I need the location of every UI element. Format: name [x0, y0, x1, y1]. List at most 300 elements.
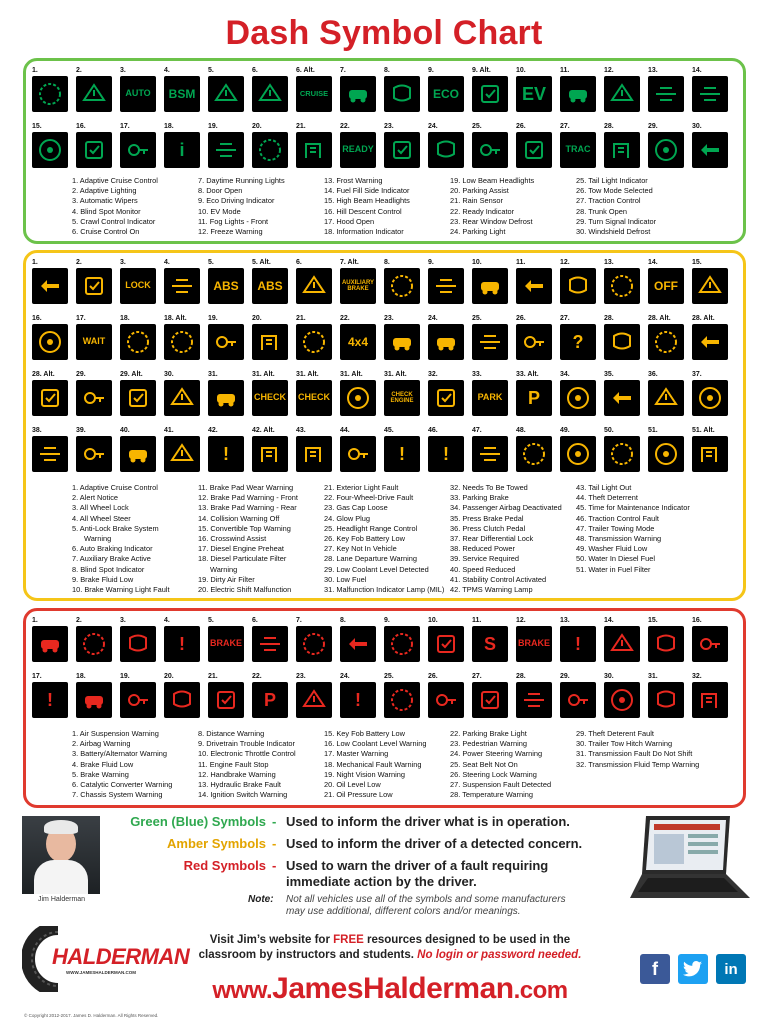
trailer-tow-icon [472, 436, 508, 472]
check-2-icon [296, 380, 332, 416]
symbol-text: CHECK [297, 392, 330, 403]
amber-symbol-lane-depart [604, 315, 640, 361]
amber-symbol-tow [428, 371, 464, 417]
legend-item: 17. Hood Open [324, 216, 375, 226]
symbol-number: 2. [76, 67, 82, 74]
symbol-number: 9. [428, 67, 434, 74]
red-symbol-brake-fluid [164, 617, 200, 663]
legend-item: 20. Parking Assist [450, 186, 509, 196]
steer-lock-icon [428, 682, 464, 718]
symbol-number: 1. [32, 617, 38, 624]
symbol-number: 9. [428, 259, 434, 266]
temp-icon [516, 682, 552, 718]
red-symbol-seatbelt [384, 673, 420, 719]
legend-item: 5. Brake Warning [72, 769, 129, 779]
legend-item: 30. Low Fuel [324, 574, 367, 584]
red-symbol-key-fob [648, 617, 684, 663]
green-symbol-crawl-control [208, 67, 244, 113]
amber-legend-column [198, 483, 298, 595]
symbol-text: READY [342, 144, 374, 155]
drl-icon [340, 76, 376, 112]
legend-item: 18. Information Indicator [324, 227, 404, 237]
legend-item: 26. Key Fob Battery Low [324, 534, 405, 544]
symbol-number: 12. [516, 617, 526, 624]
symbol-number: 13. [604, 259, 614, 266]
symbol-number: 15. [648, 617, 658, 624]
low-coolant-icon [76, 380, 112, 416]
legend-item: 8. Blind Spot Indicator [72, 564, 145, 574]
green-symbol-turn-signal [648, 123, 684, 169]
amber-symbol-gas-cap [384, 315, 420, 361]
symbol-number: 22. [340, 315, 350, 322]
symbol-number: 24. [428, 315, 438, 322]
amber-symbol-4wd [340, 315, 376, 361]
legend-item: 15. Key Fob Battery Low [324, 729, 405, 738]
crosswind-icon [32, 324, 68, 360]
legend-item: 25. Seat Belt Not On [450, 759, 518, 769]
symbol-number: 28. [516, 673, 526, 680]
key-fob-icon [648, 626, 684, 662]
legend-item: 1. Adaptive Cruise Control [72, 176, 158, 185]
red-symbol-night-vision [120, 673, 156, 719]
legend-item: 1. Air Suspension Warning [72, 729, 159, 738]
website-url-link[interactable] [160, 972, 620, 1006]
engine-stop-icon [472, 626, 508, 662]
info-icon [164, 132, 200, 168]
gas-cap-icon [384, 324, 420, 360]
legend-item: 31. Malfunction Indicator Lamp (MIL) [324, 585, 445, 595]
legend-item: 40. Speed Reduced [450, 564, 516, 574]
legend-item: 37. Rear Differential Lock [450, 534, 534, 544]
legend-item: 13. Hydraulic Brake Fault [198, 780, 281, 790]
symbol-number: 21. [296, 315, 306, 322]
halderman-logo-url: WWW.JAMESHALDERMAN.COM [66, 970, 136, 975]
amber-symbol-all-wheel-lock [120, 259, 156, 305]
amber-symbol-alert [76, 259, 112, 305]
airbag-icon [76, 626, 112, 662]
symbol-number: 14. [648, 259, 658, 266]
amber-symbol-stability [164, 427, 200, 473]
green-symbol-ev [516, 67, 552, 113]
low-coolant-icon [692, 626, 728, 662]
symbol-number: 25. [472, 123, 482, 130]
symbol-number: 10. [428, 617, 438, 624]
brake-fluid-icon [428, 268, 464, 304]
legend-item: 45. Time for Maintenance Indicator [576, 503, 690, 513]
legend-item: 24. Power Steering Warning [450, 749, 543, 759]
legend-item: 22. Four-Wheel-Drive Fault [324, 493, 414, 503]
amber-symbol-brake-warn [472, 259, 508, 305]
symbol-text: CHECK [253, 392, 286, 403]
symbol-number: 15. [32, 123, 42, 130]
green-key-dash: - [272, 814, 277, 829]
visit-text-1b: resources designed to be used in the [363, 934, 571, 946]
symbol-text: ! [399, 443, 405, 464]
symbol-number: 22. [252, 673, 262, 680]
lane-depart-4-icon [32, 380, 68, 416]
turn-signal-icon [648, 132, 684, 168]
legend-item: 47. Trailer Towing Mode [576, 523, 655, 533]
symbol-number: 5. [208, 617, 214, 624]
legend-item: 44. Theft Deterrent [576, 493, 638, 503]
catalytic-icon [252, 626, 288, 662]
theft-icon [560, 682, 596, 718]
symbol-number: 28. [604, 123, 614, 130]
symbol-text: ! [443, 443, 449, 464]
key-not-in-icon [560, 324, 596, 360]
symbol-text: BSM [168, 86, 196, 101]
symbol-number: 36. [648, 371, 658, 378]
glow-plug-icon [428, 324, 464, 360]
green-symbol-tow-mode [516, 123, 552, 169]
red-symbol-brake [208, 617, 244, 663]
symbol-text: ECO [432, 86, 459, 101]
red-symbol-battery [120, 617, 156, 663]
lane-depart-icon [604, 324, 640, 360]
red-symbol-park-brake [252, 673, 288, 719]
check-engine-icon [384, 380, 420, 416]
amber-symbol-brake-pad [516, 259, 552, 305]
rear-defrost-icon [384, 132, 420, 168]
green-legend-column [576, 176, 656, 237]
legend-item: 38. Reduced Power [450, 544, 515, 554]
dirty-filter-icon [208, 324, 244, 360]
symbol-number: 50. [604, 427, 614, 434]
symbol-number: 23. [296, 673, 306, 680]
key-battery-icon [516, 324, 552, 360]
facebook-button[interactable] [640, 954, 670, 984]
linkedin-button[interactable] [716, 954, 746, 984]
red-key-desc-1: Used to warn the driver of a fault requiring [286, 858, 549, 873]
symbol-text: CRUISE [299, 89, 329, 99]
amber-symbol-glow-plug [428, 315, 464, 361]
symbol-number: 30. [692, 123, 702, 130]
symbol-number: 2. [76, 259, 82, 266]
symbol-number: 22. [340, 123, 350, 130]
amber-symbol-brake-fluid [428, 259, 464, 305]
legend-item: 6. Cruise Control On [72, 227, 140, 237]
legend-item: 16. Low Coolant Level Warning [324, 739, 427, 749]
legend-item: 10. Electronic Throttle Control [198, 749, 296, 759]
ready-icon [340, 132, 376, 168]
legend-item: 30. Trailer Tow Hitch Warning [576, 739, 673, 749]
amber-legend-column [324, 483, 444, 595]
tail-out-icon [296, 436, 332, 472]
amber-symbol-low-coolant [76, 371, 112, 417]
symbol-number: 7. [296, 617, 302, 624]
red-symbol-distance [340, 617, 376, 663]
symbol-number: 5. [208, 259, 214, 266]
green-symbol-adaptive-lighting [76, 67, 112, 113]
legend-item: 19. Low Beam Headlights [450, 176, 535, 185]
tow-icon [428, 380, 464, 416]
symbol-text: ! [575, 633, 581, 654]
symbol-text: i [179, 139, 185, 160]
green-symbol-low-beam [208, 123, 244, 169]
red-symbol-airbag [76, 617, 112, 663]
symbol-number: 51. [648, 427, 658, 434]
red-symbol-master [32, 673, 68, 719]
symbol-number: 7. [340, 67, 346, 74]
red-key-desc-2: immediate action by the driver. [286, 874, 477, 889]
red-symbol-steer-lock [428, 673, 464, 719]
red-symbol-etc [428, 617, 464, 663]
frost-icon [648, 76, 684, 112]
symbol-number: 44. [340, 427, 350, 434]
legend-item: 2. Airbag Warning [72, 739, 131, 749]
twitter-button[interactable] [678, 954, 708, 984]
symbol-number: 31. [208, 371, 218, 378]
symbol-number: 23. [384, 315, 394, 322]
amber-symbol-check-2 [296, 371, 332, 417]
amber-symbol-press-clutch [648, 371, 684, 417]
airbag-off-icon [560, 380, 596, 416]
legend-item: 48. Transmission Warning [576, 534, 662, 544]
amber-symbol-awd-steer [164, 259, 200, 305]
amber-symbol-key-not-in [560, 315, 596, 361]
convertible-icon [692, 268, 728, 304]
legend-item: 51. Water in Fuel Filter [576, 564, 651, 574]
legend-item: 10. EV Mode [198, 206, 241, 216]
windshield-defrost-icon [692, 132, 728, 168]
legend-item: 15. Convertible Top Warning [198, 523, 291, 533]
symbol-number: 14. [692, 67, 702, 74]
red-symbol-susp-fault [472, 673, 508, 719]
legend-item: 15. High Beam Headlights [324, 196, 410, 206]
amber-symbol-airbag-off [560, 371, 596, 417]
author-photo-caption: Jim Halderman [38, 896, 86, 903]
symbol-number: 18. [164, 123, 174, 130]
visit-text-2a: classroom by instructors and students. [198, 949, 418, 961]
legend-item: 17. Diesel Engine Preheat [198, 544, 284, 554]
copyright: © Copyright 2012-2017. James D. Halderman. All Rights Reserved. [24, 1013, 159, 1018]
symbol-number: 6. [252, 617, 258, 624]
park-brake-icon [252, 682, 288, 718]
symbol-number: 34. [560, 371, 570, 378]
symbol-number: 15. [692, 259, 702, 266]
red-symbol-trailer-hitch [604, 673, 640, 719]
symbol-number: 26. [516, 315, 526, 322]
legend-item: 3. All Wheel Lock [72, 503, 129, 513]
legend-item: 22. Parking Brake Light [450, 729, 527, 738]
page-title: Dash Symbol Chart [225, 14, 543, 52]
legend-item: 13. Brake Pad Warning - Rear [198, 503, 297, 513]
theft-icon [340, 436, 376, 472]
amber-symbol-speed-reduced [120, 427, 156, 473]
symbol-number: 4. [164, 259, 170, 266]
tpms-2-icon [252, 436, 288, 472]
green-symbol-frost [648, 67, 684, 113]
symbol-number: 28. [604, 315, 614, 322]
transmission-icon [516, 436, 552, 472]
legend-item: 23. Pedestrian Warning [450, 739, 527, 749]
red-symbol-trans-shift [648, 673, 684, 719]
symbol-number: 18. Alt. [164, 315, 187, 322]
symbol-number: 45. [384, 427, 394, 434]
symbol-number: 28. Alt. [648, 315, 671, 322]
green-symbol-adaptive-cruise [32, 67, 68, 113]
legend-item: 7. Daytime Running Lights [198, 176, 285, 185]
symbol-number: 1. [32, 259, 38, 266]
legend-item: 33. Parking Brake [450, 493, 509, 503]
legend-item: 22. Ready Indicator [450, 206, 515, 216]
symbol-number: 21. [208, 673, 218, 680]
diesel-preheat-icon [76, 324, 112, 360]
symbol-text: ! [179, 633, 185, 654]
amber-symbol-convertible [692, 259, 728, 305]
symbol-number: 17. [76, 315, 86, 322]
symbol-text: ! [355, 689, 361, 710]
amber-symbol-key-battery [516, 315, 552, 361]
amber-symbol-check-3 [340, 371, 376, 417]
awd-steer-icon [164, 268, 200, 304]
legend-item: 28. Temperature Warning [450, 790, 533, 800]
green-legend-column [324, 176, 410, 237]
symbol-number: 28. Alt. [32, 371, 55, 378]
green-symbol-hood-open [120, 123, 156, 169]
amber-symbol-dpf-alt [164, 315, 200, 361]
green-symbols-panel [23, 58, 746, 244]
symbol-number: 25. [472, 315, 482, 322]
symbol-number: 25. [384, 673, 394, 680]
symbol-number: 3. [120, 617, 126, 624]
symbol-number: 31. Alt. [384, 371, 407, 378]
color-key-section [0, 812, 768, 922]
legend-item: 14. Collision Warning Off [198, 513, 280, 523]
legend-item: 24. Glow Plug [324, 513, 371, 523]
legend-item: 35. Press Brake Pedal [450, 513, 524, 523]
legend-item: 8. Door Open [198, 186, 243, 196]
legend-item: 50. Water In Diesel Fuel [576, 554, 656, 564]
red-symbol-hyd-brake [560, 617, 596, 663]
symbol-number: 3. [120, 67, 126, 74]
symbol-number: 1. [32, 67, 38, 74]
master-icon [32, 682, 68, 718]
adaptive-cruise-icon [32, 76, 68, 112]
laptop-illustration [626, 812, 754, 904]
symbol-number: 18. [120, 315, 130, 322]
symbol-number: 39. [76, 427, 86, 434]
amber-symbol-low-coolant-2 [120, 371, 156, 417]
lane-depart-2-icon [648, 324, 684, 360]
linkedin-icon: in [724, 960, 738, 978]
amber-symbol-washer [560, 427, 596, 473]
rear-diff-icon [692, 380, 728, 416]
amber-symbol-rear-diff [692, 371, 728, 417]
maint-icon [384, 436, 420, 472]
water-fuel-icon [648, 436, 684, 472]
symbol-number: 19. [208, 315, 218, 322]
auto-brake-icon [296, 268, 332, 304]
legend-item: 28. Trunk Open [576, 206, 627, 216]
symbol-text: LOCK [125, 280, 151, 291]
legend-item: 39. Service Required [450, 554, 520, 564]
drivetrain-icon [384, 626, 420, 662]
amber-symbol-water-fuel [648, 427, 684, 473]
mech-fault-icon [76, 682, 112, 718]
halderman-logo-text[interactable]: HALDERMAN [52, 944, 190, 969]
amber-symbol-tpms-2 [252, 427, 288, 473]
air-susp-icon [32, 626, 68, 662]
legend-item: 12. Brake Pad Warning - Front [198, 493, 298, 503]
alert-icon [76, 268, 112, 304]
legend-item: 34. Passenger Airbag Deactivated [450, 503, 562, 513]
green-symbol-cruise [252, 67, 288, 113]
note-line-2: may use additional, different colors and/or meanings. [286, 906, 521, 917]
footer [0, 924, 768, 1024]
green-symbol-park-assist [252, 123, 288, 169]
red-legend-column [576, 729, 699, 770]
legend-item: 25. Tail Light Indicator [576, 176, 648, 185]
amber-symbol-water-fuel-2 [692, 427, 728, 473]
symbol-number: 49. [560, 427, 570, 434]
ignition-icon [604, 626, 640, 662]
legend-item: 14. Ignition Switch Warning [198, 790, 288, 800]
red-symbol-catalytic [252, 617, 288, 663]
symbol-text: BRAKE [517, 638, 550, 649]
water-diesel-icon [604, 436, 640, 472]
lane-depart-3-icon [692, 324, 728, 360]
legend-item: 16. Hill Descent Control [324, 206, 402, 216]
green-symbol-drl [340, 67, 376, 113]
green-symbol-windshield-defrost [692, 123, 728, 169]
symbol-number: 12. [604, 67, 614, 74]
symbol-number: 2. [76, 617, 82, 624]
amber-symbol-mil [208, 371, 244, 417]
symbol-number: 29. Alt. [120, 371, 143, 378]
legend-item: 18. Diesel Particulate Filter [198, 554, 287, 564]
legend-item: 26. Tow Mode Selected [576, 186, 653, 196]
legend-item: 11. Engine Fault Stop [198, 759, 269, 769]
legend-item: 16. Crosswind Assist [198, 534, 267, 544]
check-icon [252, 380, 288, 416]
symbol-number: 9. Alt. [472, 67, 491, 74]
symbol-text: BRAKE [209, 638, 242, 649]
symbol-number: 42. [208, 427, 218, 434]
press-clutch-icon [648, 380, 684, 416]
symbol-number: 29. [648, 123, 658, 130]
green-key-label: Green (Blue) Symbols [130, 814, 266, 829]
symbol-number: 11. [472, 617, 482, 624]
red-symbol-oil-pressure [208, 673, 244, 719]
symbol-text: TRAC [565, 144, 591, 155]
trunk-open-icon [604, 132, 640, 168]
legend-item: 4. Blind Spot Monitor [72, 206, 141, 216]
visit-nologin: No login or password needed. [417, 949, 582, 961]
hood-open-icon [120, 132, 156, 168]
green-symbol-fog-front [560, 67, 596, 113]
symbol-number: 6. Alt. [296, 67, 315, 74]
symbol-number: 17. [32, 673, 42, 680]
red-symbol-ignition [604, 617, 640, 663]
symbol-number: 30. [164, 371, 174, 378]
symbol-text: AUTO [125, 88, 151, 99]
amber-symbol-dpf [120, 315, 156, 361]
symbol-number: 21. [296, 123, 306, 130]
symbol-number: 31. Alt. [296, 371, 319, 378]
trans-shift-icon [648, 682, 684, 718]
fog-front-icon [560, 76, 596, 112]
red-symbol-low-coolant [692, 617, 728, 663]
red-symbol-oil-level [164, 673, 200, 719]
pedestrian-icon [296, 682, 332, 718]
amber-symbol-aux-brake [340, 259, 376, 305]
park-icon [472, 380, 508, 416]
url-name: JamesHalderman [272, 972, 514, 1005]
symbol-number: 28. Alt. [692, 315, 715, 322]
amber-symbol-tail-out [296, 427, 332, 473]
brake-fluid-icon [164, 626, 200, 662]
